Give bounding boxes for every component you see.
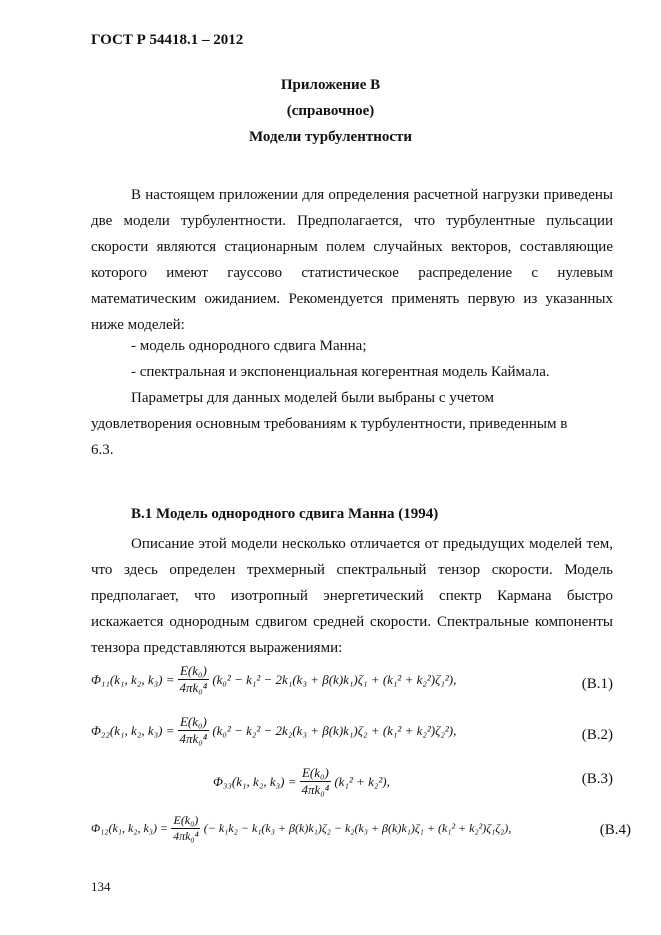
- fraction-denominator: 4πk₀⁴: [179, 680, 208, 695]
- equation-rhs: (− k₁k₂ − k₁(k₃ + β(k)k₁)ζ₂ − k₂(k₃ + β(k)k₁)ζ₁ + (k₁² + k₂²)ζ₁ζ₂),: [203, 821, 512, 835]
- equation-b4: [91, 813, 511, 844]
- list-item: - спектральная и экспоненциальная когерентная модель Каймала.: [131, 364, 550, 380]
- appendix-title: Приложение В: [280, 77, 381, 93]
- intro-text: В настоящем приложении для определения расчетной нагрузки приведены две модели турбулентности. Предполагается, что турбулентные пульсации скорости являются стационарным полем случайных векторов, составляющие которого имеют гауссово статистическое распределение с нулевым математическим ожиданием. Рекомендуется применять первую из указанных ниже моделей:: [91, 187, 613, 333]
- equation-lhs: Φ₂₂(k₁, k₂, k₃) =: [91, 722, 175, 738]
- fraction-numerator: E(k₀): [173, 813, 199, 827]
- equation-lhs: Φ₁₁(k₁, k₂, k₃) =: [91, 671, 175, 687]
- section-paragraph: [91, 531, 613, 661]
- equation-rhs: (k₁² + k₂²),: [334, 773, 390, 789]
- fraction-numerator: E(k₀): [301, 765, 329, 780]
- equation-number: (B.1): [581, 676, 613, 692]
- list-item: - модель однородного сдвига Манна;: [131, 338, 367, 354]
- equation-fraction: [177, 714, 209, 747]
- intro-paragraph: [91, 182, 613, 338]
- params-line: 6.3.: [91, 442, 114, 458]
- equation-rhs: (k₀² − k₂² − 2k₂(k₃ + β(k)k₁)ζ₂ + (k₁² + k₂²)ζ₂²),: [212, 722, 457, 738]
- equation-fraction: [171, 813, 201, 844]
- equation-lhs: Φ₁₂(k₁, k₂, k₃) =: [91, 821, 169, 835]
- equation-rhs: (k₀² − k₁² − 2k₁(k₃ + β(k)k₁)ζ₁ + (k₁² + k₂²)ζ₁²),: [212, 671, 457, 687]
- equation-fraction: [177, 663, 209, 696]
- appendix-subtitle: (справочное): [286, 103, 375, 119]
- equation-fraction: [299, 765, 331, 798]
- section-title: В.1 Модель однородного сдвига Манна (1994): [131, 506, 439, 522]
- equation-b3: [213, 765, 390, 798]
- fraction-denominator: 4πk₀⁴: [301, 782, 330, 797]
- equation-number: (B.2): [581, 727, 613, 743]
- fraction-numerator: E(k₀): [179, 714, 207, 729]
- params-line: удовлетворения основным требованиям к турбулентности, приведенным в: [91, 416, 568, 432]
- equation-number: (B.4): [599, 822, 631, 838]
- document-header: ГОСТ Р 54418.1 – 2012: [91, 32, 244, 48]
- section-text: Описание этой модели несколько отличается от предыдущих моделей тем, что здесь определен трехмерный спектральный тензор скорости. Модель предполагает, что изотропный энергетический спектр Кармана быстро искажается однородным сдвигом средней скорости. Спектральные компоненты тензора представляются выражениями:: [91, 536, 613, 656]
- fraction-denominator: 4πk₀⁴: [179, 731, 208, 746]
- equation-number: (B.3): [581, 771, 613, 787]
- equation-lhs: Φ₃₃(k₁, k₂, k₃) =: [213, 773, 297, 789]
- equation-b2: [91, 714, 456, 747]
- equation-b1: [91, 663, 456, 696]
- fraction-denominator: 4πk₀⁴: [173, 829, 199, 843]
- page-number: 134: [91, 879, 111, 894]
- params-line: Параметры для данных моделей были выбраны с учетом: [131, 390, 495, 406]
- appendix-heading: Модели турбулентности: [248, 129, 413, 145]
- fraction-numerator: E(k₀): [179, 663, 207, 678]
